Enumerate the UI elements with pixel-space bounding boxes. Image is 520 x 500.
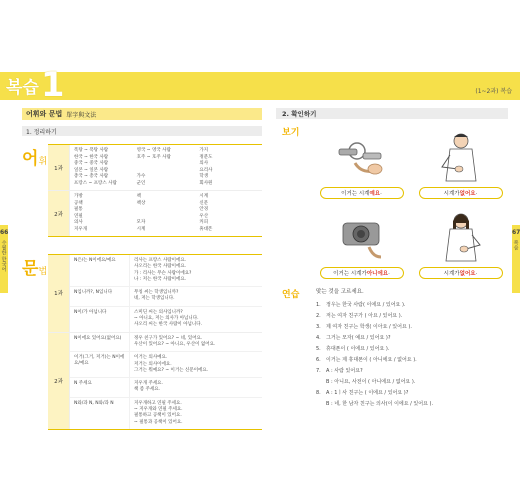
vocab-word: 커피 (199, 220, 209, 225)
grammar-examples (130, 333, 262, 352)
grammar-examples (130, 378, 262, 397)
item-number: 4. (316, 335, 321, 341)
caption-answer: 아니에요 (366, 271, 389, 277)
grammar-group (48, 333, 262, 429)
vocab-word: 회사원 (199, 180, 213, 186)
caption (419, 187, 503, 199)
vocab-word: 우산 (199, 213, 209, 219)
caption-end: . (475, 270, 478, 276)
item-number: 3. (316, 324, 321, 330)
grammar-pattern: N와/과 N, N와/과 N (70, 398, 130, 429)
vocab-word: 학생 (199, 174, 209, 179)
grammar-examples (130, 398, 262, 429)
vocab-word: 가수 (136, 174, 146, 179)
vocab-word: 호주 ~ 호주 사람 (136, 154, 171, 160)
vocab-col (137, 148, 196, 187)
caption-answer: 예요 (369, 191, 381, 197)
grammar-example: 저거는 의사이에요. (134, 361, 172, 367)
grammar-example: 리사는 프랑스 사람이에요. (134, 258, 187, 263)
caption-end: . (475, 190, 478, 196)
right-page-number: 67 (512, 229, 520, 236)
item-number: 7. (316, 368, 321, 374)
item-number: 5. (316, 346, 321, 352)
practice-list (316, 287, 508, 410)
practice-heading-big: 연 (282, 290, 291, 300)
grammar-example: 지우개하고 연필 주세요. (134, 400, 182, 406)
practice-item (316, 355, 508, 366)
practice-section (276, 287, 508, 410)
picture-grid (316, 127, 506, 279)
look-heading-big: 보 (282, 128, 291, 138)
grammar-item (70, 398, 262, 429)
practice-item (316, 333, 508, 344)
left-side-tab (0, 225, 8, 293)
grammar-section (22, 254, 262, 424)
grammar-example: 네, 저는 학생입니다. (134, 296, 175, 302)
grammar-items (70, 255, 262, 332)
grammar-lesson: 2과 (48, 333, 70, 429)
vocab-cells (70, 191, 262, 236)
vocab-word: 정분도 (199, 154, 213, 160)
grammar-item (70, 352, 262, 378)
caption-text: 이거는 시계 (341, 191, 370, 197)
grammar-pattern: N입니까?, N입니다 (70, 287, 130, 306)
right-side-label: 복습 (512, 240, 519, 250)
grammar-example: 그거는 뭐예요? ~ 이거는 신문이에요. (134, 367, 209, 373)
caption (320, 187, 404, 199)
practice-heading (282, 287, 299, 300)
camera-illustration (316, 207, 407, 267)
vocab-col (199, 194, 258, 233)
vocab-cells (70, 145, 262, 190)
vocab-row (48, 145, 262, 191)
caption-text: 시계가 (443, 191, 460, 197)
vocab-lesson: 1과 (48, 145, 70, 190)
grammar-item (70, 307, 262, 332)
grammar-example: 지우개 주세요. (134, 381, 163, 387)
practice-item (316, 388, 508, 399)
vocab-word: 모자 (136, 220, 146, 225)
item-number: 6. (316, 357, 321, 363)
section-title (22, 108, 262, 120)
woman-checking-wrist-illustration (415, 207, 506, 267)
vocab-word: 신문 (199, 200, 209, 206)
grammar-example: 무칭 씨는 학생입니까? (134, 290, 179, 296)
item-number: 1. (316, 302, 321, 308)
vocab-word: 책상 (136, 200, 146, 206)
vocab-word: 가지 (199, 148, 209, 153)
grammar-table (48, 254, 262, 430)
vocab-lesson: 2과 (48, 191, 70, 236)
picture-card (415, 127, 506, 199)
vocab-heading (22, 144, 47, 169)
section-title-sub: 單字與文法 (66, 111, 97, 119)
practice-item (316, 399, 508, 410)
grammar-pattern: N이/가 아닙니다 (70, 307, 130, 332)
grammar-item (70, 333, 262, 353)
item-text: 이거는 제 휴대폰이 ( 아니에요 / 없어요 ). (326, 357, 417, 363)
practice-item (316, 344, 508, 355)
vocab-word: 의사 (74, 220, 83, 225)
grammar-example: 사오리는 한국 사람이에요. (134, 264, 187, 270)
vocab-word: 필통 (74, 207, 83, 212)
practice-item (316, 300, 508, 311)
item-text: 정우는 한국 사람( 이에요 / 있어요 ). (326, 302, 406, 308)
grammar-item (70, 378, 262, 398)
vocab-heading-small: 휘 (38, 157, 48, 167)
badge-number: 1 (40, 65, 65, 105)
practice-instruction: 맞는 것을 고르세요. (316, 289, 364, 295)
practice-item (316, 377, 508, 388)
grammar-group (48, 255, 262, 333)
grammar-example: 우산이 있어요? ~ 아니요, 우산이 없어요. (134, 341, 216, 347)
practice-item (316, 366, 508, 377)
caption (320, 267, 404, 279)
item-text: 그거는 모자( 예요 / 있어요 )? (326, 335, 391, 341)
grammar-examples (130, 352, 262, 377)
vocab-col (137, 194, 196, 233)
vocab-word: 연필 (74, 213, 83, 219)
item-text: 휴대폰이 ( 이에요 / 있어요 ). (326, 346, 390, 352)
look-heading-small: 기 (290, 128, 300, 138)
summary-label: 1. 정리하기 (22, 126, 262, 136)
vocab-word: 가방 (74, 194, 83, 199)
item-text: B : 네, 한 남자 친구는 의사(이 이에요 / 있어요 ). (326, 401, 434, 407)
picture-card (316, 127, 407, 199)
vocab-word: 안경 (199, 207, 209, 212)
vocab-word: 폭탕 ~ 폭탕 사람 (74, 148, 109, 153)
man-checking-wrist-illustration (415, 127, 506, 187)
vocab-word: 휴대폰 (199, 226, 213, 232)
caption-text: 시계가 (443, 271, 460, 277)
caption-answer: 없어요 (459, 271, 476, 277)
vocab-word: 군인 (136, 180, 146, 186)
right-page (276, 108, 508, 410)
caption-text: 이거는 시계가 (333, 271, 367, 277)
check-label: 2. 확인하기 (276, 108, 508, 119)
left-side-label: 수월한 한국어 (0, 240, 7, 272)
lesson-badge (6, 66, 65, 104)
grammar-examples (130, 287, 262, 306)
grammar-pattern: N이에요 있어요(없어요) (70, 333, 130, 352)
grammar-items (70, 333, 262, 429)
picture-card (415, 207, 506, 279)
caption-end: . (380, 190, 382, 196)
vocab-col (199, 148, 258, 187)
caption-answer: 없어요 (459, 191, 476, 197)
vocab-table (48, 144, 262, 237)
running-head: (1~2과) 복습 (475, 88, 512, 95)
grammar-example: 책 좀 주세요. (134, 387, 161, 393)
grammar-examples (130, 307, 262, 332)
vocab-word: 공책 (74, 200, 83, 206)
grammar-example: 필통하고 공책이 있어요. (134, 413, 182, 419)
vocab-word: 요리사 (199, 167, 213, 173)
vocab-word: 책 (136, 194, 142, 199)
vocab-word: 중국 ~ 중국 사람 (74, 161, 109, 166)
vocab-word: 총국 ~ 총국 사람 (74, 174, 109, 179)
grammar-example: 정우 친구가 있어요? ~ 네, 있어요. (134, 335, 203, 341)
caption-end: . (388, 270, 390, 276)
vocab-word: 일본 ~ 일본 사람 (74, 167, 109, 173)
grammar-lesson: 1과 (48, 255, 70, 332)
grammar-examples (130, 255, 262, 286)
header-banner (0, 72, 520, 100)
grammar-example: 이거는 의사예요. (134, 355, 168, 361)
grammar-item (70, 255, 262, 287)
right-side-tab (512, 225, 520, 293)
vocab-row (48, 191, 262, 236)
item-text: A : 사람 있어요? (326, 368, 363, 374)
vocab-word: 시계 (199, 194, 209, 199)
item-number: 2. (316, 313, 321, 319)
vocab-col (74, 148, 133, 187)
vocab-word: 영국 ~ 영국 사람 (136, 148, 171, 153)
left-page-number: 66 (0, 229, 9, 236)
grammar-item (70, 287, 262, 307)
grammar-example: ~ 지우개와 연필 주세요. (134, 407, 183, 413)
grammar-pattern: N 주세요 (70, 378, 130, 397)
grammar-pattern: 이거(그거, 저거)는 N이에요/예요 (70, 352, 130, 377)
grammar-heading-big: 문 (22, 259, 39, 279)
vocab-word: 한국 ~ 한국 사람 (74, 154, 109, 160)
grammar-example: 나 : 저는 한국 사람이에요. (134, 276, 187, 282)
item-text: A : 1ㅣ사 친구는 ( 이에요 / 있어요 )? (326, 390, 409, 396)
caption (419, 267, 503, 279)
keys-illustration (316, 127, 407, 187)
vocab-col (74, 194, 133, 233)
grammar-pattern: N은/는 N이에요/예요 (70, 255, 130, 286)
grammar-example: ~ 필통과 공책이 있어요. (134, 419, 183, 425)
look-heading (282, 125, 299, 138)
item-text: 제 여자 친구는 학생( 이아요 / 있어요 ). (326, 324, 412, 330)
grammar-example: 스미딘 씨는 의사입니까? (134, 309, 183, 315)
vocab-heading-big: 어 (22, 149, 39, 169)
vocab-word: 의사 (199, 161, 209, 166)
practice-item (316, 311, 508, 322)
left-page (22, 108, 262, 424)
grammar-example: 가 : 리사는 무슨 사람이에요? (134, 270, 192, 276)
vocab-word: 지우개 (74, 226, 88, 232)
practice-heading-small: 습 (290, 290, 300, 300)
badge-word: 복습 (6, 77, 39, 98)
look-section (276, 125, 508, 285)
grammar-heading (22, 254, 47, 279)
grammar-example: ~ 아니요, 저는 의사가 아닙니다. (134, 316, 199, 322)
grammar-heading-small: 법 (38, 267, 48, 277)
vocab-word: 프랑스 ~ 프랑스 사람 (74, 180, 117, 186)
practice-item (316, 322, 508, 333)
picture-card (316, 207, 407, 279)
vocab-section (22, 144, 262, 244)
item-text: B : 아니요, 사전이 ( 아니에요 / 없어요 ). (326, 379, 416, 385)
grammar-example: 사오리 씨는 한국 사람이 아닙니다. (134, 322, 203, 328)
section-title-text: 어휘와 문법 (26, 110, 63, 118)
vocab-word: 시계 (136, 226, 146, 232)
item-text: 저는 여자 친구가 ( 아요 / 있어요 ). (326, 313, 403, 319)
item-number: 8. (316, 390, 321, 396)
